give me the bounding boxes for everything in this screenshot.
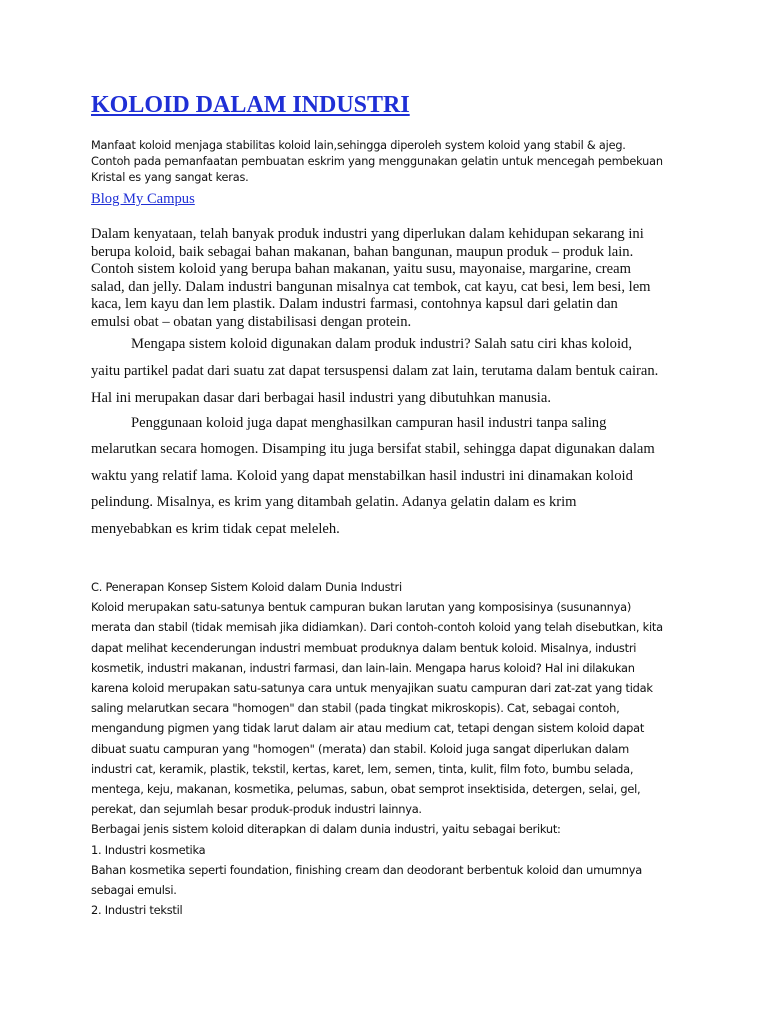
section-c [91,577,711,920]
paragraph-line: pelindung. Misalnya, es krim yang ditambah gelatin. Adanya gelatin dalam es krim [91,494,577,511]
paragraph-line: salad, dan jelly. Dalam industri bangunan misalnya cat tembok, cat kayu, cat besi, lem besi, lem [91,278,651,295]
paragraph-line: berupa koloid, baik sebagai bahan makanan, bahan bangunan, maupun produk – produk lain. [91,243,634,260]
paragraph-line: menyebabkan es krim tidak cepat meleleh. [91,520,340,537]
section-line: mentega, keju, makanan, kosmetika, pelumas, sabun, obat semprot insektisida, detergen, selai, gel, [91,782,641,797]
paragraph-2 [91,331,691,411]
list-item-heading: 2. Industri tekstil [91,903,183,918]
section-line: sebagai emulsi. [91,883,177,898]
section-heading: C. Penerapan Konsep Sistem Koloid dalam Dunia Industri [91,580,402,594]
intro-line: Manfaat koloid menjaga stabilitas koloid lain,sehingga diperoleh system koloid yang stabil & ajeg. [91,139,626,152]
section-line: Berbagai jenis sistem koloid diterapkan di dalam dunia industri, yaitu sebagai berikut: [91,822,561,837]
intro-line: Kristal es yang sangat keras. [91,171,249,184]
paragraph-line: Contoh sistem koloid yang berupa bahan makanan, yaitu susu, mayonaise, margarine, cream [91,261,631,278]
paragraph-line: Mengapa sistem koloid digunakan dalam produk industri? Salah satu ciri khas koloid, [131,336,632,352]
paragraph-line: emulsi obat – obatan yang distabilisasi dengan protein. [91,313,412,330]
intro-line: Contoh pada pemanfaatan pembuatan eskrim yang menggunakan gelatin untuk mencegah pembekuan [91,155,663,168]
section-line: karena koloid merupakan satu-satunya cara untuk menyajikan suatu campuran dari zat-zat yang tidak [91,681,653,696]
paragraph-3 [91,410,691,542]
page-title[interactable]: KOLOID DALAM INDUSTRI [91,92,410,118]
section-line: mengandung pigmen yang tidak larut dalam air atau medium cat, tetapi dengan sistem koloid dapat [91,721,645,736]
section-line: dibuat suatu campuran yang "homogen" (merata) dan stabil. Koloid juga sangat diperlukan dalam [91,741,629,756]
section-line: Koloid merupakan satu-satunya bentuk campuran bukan larutan yang komposisinya (susunannya) [91,600,632,615]
list-item-heading: 1. Industri kosmetika [91,842,206,857]
paragraph-line: melarutkan secara homogen. Disamping itu juga bersifat stabil, sehingga dapat digunakan dalam [91,441,655,458]
paragraph-line: Dalam kenyataan, telah banyak produk industri yang diperlukan dalam kehidupan sekarang ini [91,226,644,242]
section-line: kosmetik, industri makanan, industri farmasi, dan lain-lain. Mengapa harus koloid? Hal ini dilakukan [91,660,635,675]
section-line: perekat, dan sejumlah besar produk-produk industri lainnya. [91,802,422,817]
section-line: industri cat, keramik, plastik, tekstil, kertas, karet, lem, semen, tinta, kulit, film foto, bumbu selada, [91,761,634,776]
paragraph-1 [91,226,691,332]
section-line: dapat melihat kecenderungan industri membuat produknya dalam bentuk koloid. Misalnya, industri [91,640,637,655]
section-line: Bahan kosmetika seperti foundation, finishing cream dan deodorant berbentuk koloid dan umumnya [91,862,642,877]
section-line: merata dan stabil (tidak memisah jika didiamkan). Dari contoh-contoh koloid yang telah disebutkan, kita [91,620,663,635]
blog-link[interactable]: Blog My Campus [91,191,195,207]
paragraph-line: waktu yang relatif lama. Koloid yang dapat menstabilkan hasil industri ini dinamakan koloid [91,467,633,484]
paragraph-line: yaitu partikel padat dari suatu zat dapat tersuspensi dalam zat lain, terutama dalam bentuk cairan. [91,362,659,379]
intro-text [91,138,691,186]
section-line: saling melarutkan secara "homogen" dan stabil (pada tingkat mikroskopis). Cat, sebagai contoh, [91,701,620,716]
paragraph-line: Penggunaan koloid juga dapat menghasilkan campuran hasil industri tanpa saling [131,415,607,431]
paragraph-line: Hal ini merupakan dasar dari berbagai hasil industri yang dibutuhkan manusia. [91,389,551,406]
paragraph-line: kaca, lem kayu dan lem plastik. Dalam industri farmasi, contohnya kapsul dari gelatin dan [91,296,618,313]
